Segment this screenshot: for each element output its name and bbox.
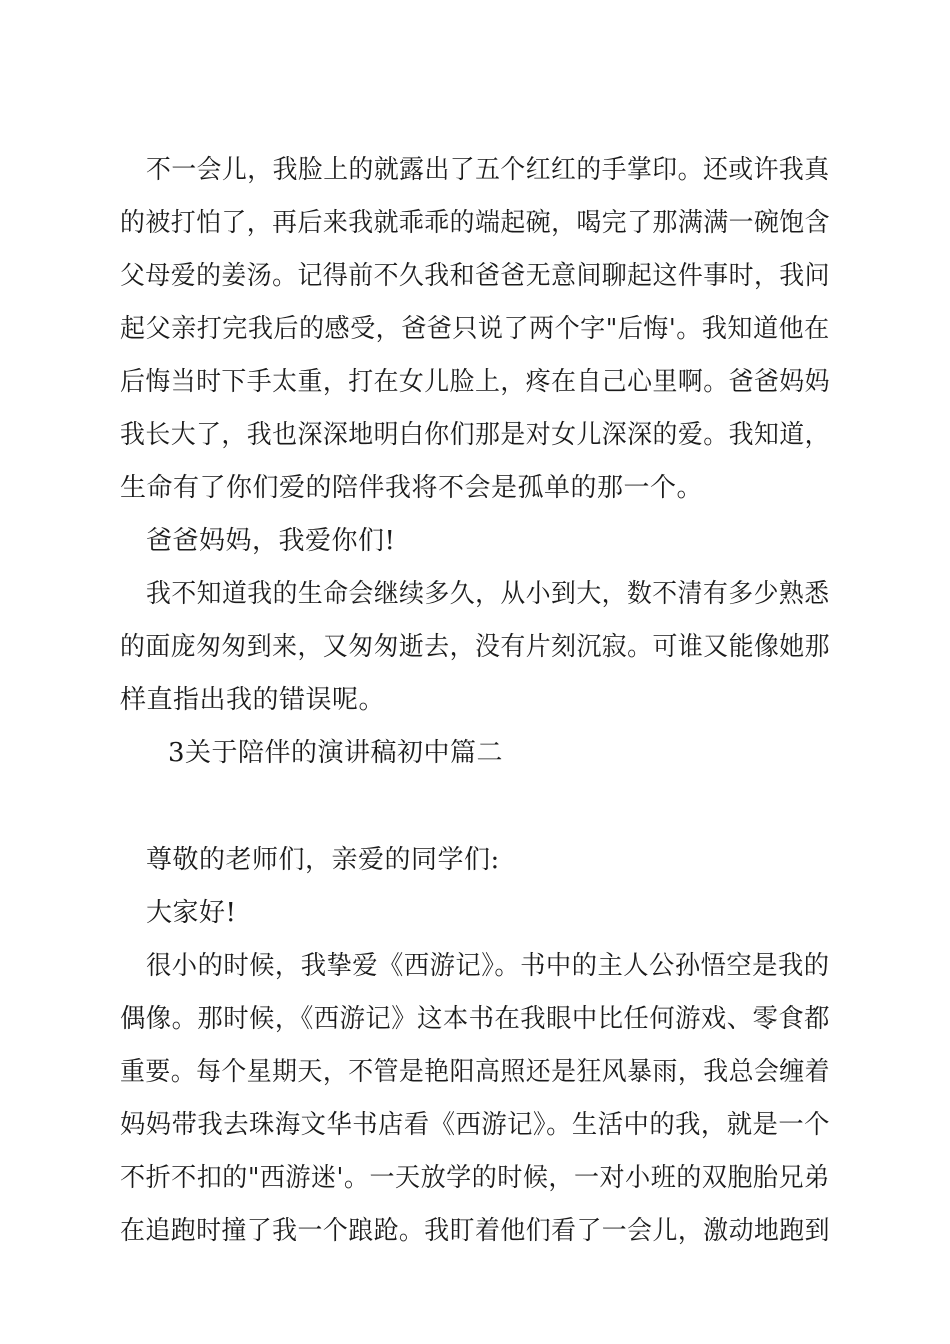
greeting: 大家好! bbox=[146, 898, 237, 928]
paragraph-line: 妈妈带我去珠海文华书店看《西游记》。生活中的我，就是一个 bbox=[120, 1110, 830, 1140]
paragraph-line: 样直指出我的错误呢。 bbox=[120, 685, 386, 715]
paragraph-line: 我不知道我的生命会继续多久，从小到大，数不清有多少熟悉 bbox=[146, 579, 830, 609]
paragraph-line: 在追跑时撞了我一个踉跄。我盯着他们看了一会儿，激动地跑到 bbox=[120, 1216, 831, 1246]
paragraph-line: 我长大了，我也深深地明白你们那是对女儿深深的爱。我知道， bbox=[120, 420, 831, 450]
paragraph-line: 的被打怕了，再后来我就乖乖的端起碗，喝完了那满满一碗饱含 bbox=[120, 208, 831, 238]
section-heading: 3关于陪伴的演讲稿初中篇二 bbox=[168, 738, 504, 768]
salutation: 尊敬的老师们，亲爱的同学们: bbox=[146, 845, 500, 875]
paragraph-line: 后悔当时下手太重，打在女儿脸上，疼在自己心里啊。爸爸妈妈 bbox=[120, 367, 831, 397]
paragraph-line: 重要。每个星期天，不管是艳阳高照还是狂风暴雨，我总会缠着 bbox=[120, 1057, 831, 1087]
paragraph-line: 很小的时候，我挚爱《西游记》。书中的主人公孙悟空是我的 bbox=[146, 951, 830, 981]
paragraph-line: 爸爸妈妈，我爱你们! bbox=[146, 526, 396, 556]
paragraph-line: 不折不扣的"西游迷'。一天放学的时候，一对小班的双胞胎兄弟 bbox=[120, 1163, 830, 1193]
paragraph-line: 的面庞匆匆到来，又匆匆逝去，没有片刻沉寂。可谁又能像她那 bbox=[120, 632, 831, 662]
paragraph-line: 父母爱的姜汤。记得前不久我和爸爸无意间聊起这件事时，我问 bbox=[120, 261, 831, 291]
paragraph-line: 偶像。那时候，《西游记》这本书在我眼中比任何游戏、零食都 bbox=[120, 1004, 830, 1034]
paragraph-line: 起父亲打完我后的感受，爸爸只说了两个字"后悔'。我知道他在 bbox=[120, 314, 830, 344]
paragraph-line: 不一会儿，我脸上的就露出了五个红红的手掌印。还或许我真 bbox=[146, 155, 830, 185]
paragraph-line: 生命有了你们爱的陪伴我将不会是孤单的那一个。 bbox=[120, 473, 704, 503]
